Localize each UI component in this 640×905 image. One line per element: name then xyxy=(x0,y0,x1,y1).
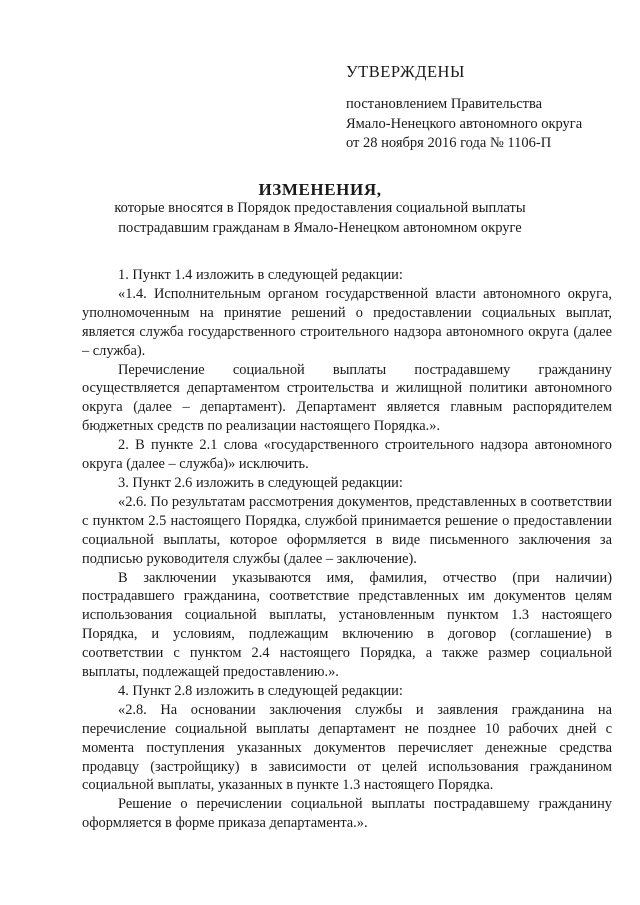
subtitle-line: которые вносятся в Порядок предоставления социальной выплаты xyxy=(114,200,526,216)
approval-block xyxy=(346,62,616,154)
document-subtitle xyxy=(100,199,540,238)
paragraph: 4. Пункт 2.8 изложить в следующей редакции: xyxy=(118,682,403,699)
document-title: ИЗМЕНЕНИЯ, xyxy=(258,180,382,199)
paragraph: 3. Пункт 2.6 изложить в следующей редакции: xyxy=(118,474,403,491)
paragraph: 1. Пункт 1.4 изложить в следующей редакции: xyxy=(118,267,403,283)
approval-title: УТВЕРЖДЕНЫ xyxy=(346,62,465,81)
paragraph: Решение о перечислении социальной выплаты пострадавшему гражданину оформляется в форме приказа департамента.». xyxy=(82,796,612,832)
paragraph: 2. В пункте 2.1 слова «государственного строительного надзора автономного округа (далее – служба)» исключить. xyxy=(82,437,612,473)
document-body xyxy=(82,266,612,833)
paragraph: «1.4. Исполнительным органом государственной власти автономного округа, уполномоченным на принятие решений о предоставлении социальных выплат, является служба государственного строительного надзора автономного округа (далее – служба). xyxy=(82,285,612,359)
paragraph: В заключении указываются имя, фамилия, отчество (при наличии) пострадавшего гражданина, соответствие представленных им документов целям использования социальной выплаты, установленным пунктом 1.3 настоящего Порядка, и условиям, подлежащим включению в договор (соглашение) в соответствии с пунктом 2.4 настоящего Порядка, а также размер социальной выплаты, подлежащей предоставлению.». xyxy=(82,569,612,681)
paragraph: Перечисление социальной выплаты пострадавшему гражданину осуществляется департаментом строительства и жилищной политики автономного округа (далее – департамент). Департамент является главным распорядителем бюджетных средств по реализации настоящего Порядка.». xyxy=(82,361,612,435)
paragraph: «2.8. На основании заключения службы и заявления гражданина на перечисление социальной выплаты департамент не позднее 10 рабочих дней с момента поступления указанных документов перечисляет денежные средства продавцу (застройщику) в зависимости от целей использования гражданином социальной выплаты, указанных в пункте 1.3 настоящего Порядка. xyxy=(82,701,612,794)
approval-line: Ямало-Ненецкого автономного округа xyxy=(346,115,583,132)
paragraph: «2.6. По результатам рассмотрения документов, представленных в соответствии с пунктом 2.5 настоящего Порядка, службой принимается решение о предоставлении социальной выплаты, которое оформляется в виде письменного заключения за подписью руководителя службы (далее – заключение). xyxy=(82,493,612,567)
approval-line: от 28 ноября 2016 года № 1106-П xyxy=(346,135,552,151)
subtitle-line: пострадавшим гражданам в Ямало-Ненецком автономном округе xyxy=(118,219,522,236)
approval-line: постановлением Правительства xyxy=(346,96,543,112)
